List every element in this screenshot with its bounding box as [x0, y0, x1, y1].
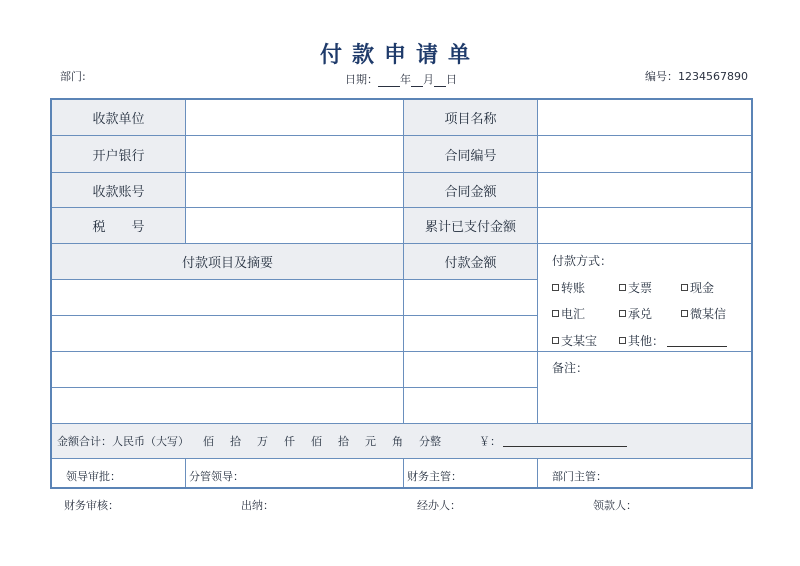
month-label: 月 [423, 73, 434, 86]
number-label: 编号： [645, 70, 678, 83]
item-summary-1[interactable] [52, 280, 403, 315]
other-checkbox[interactable] [619, 337, 626, 344]
wechat-label: 微某信 [690, 307, 727, 321]
dept-head-label: 部门主管： [552, 470, 607, 483]
items-amount-header: 付款金额 [444, 256, 497, 271]
form-title: 付款申请单 [319, 43, 480, 68]
alipay-label: 支某宝 [561, 334, 598, 348]
unit-bai: 佰 [203, 435, 214, 448]
contract-no-label: 合同编号 [444, 148, 497, 164]
year-blank[interactable] [378, 75, 400, 87]
option-acceptance[interactable] [619, 305, 652, 322]
day-blank[interactable] [434, 75, 446, 87]
department-label: 部门: [60, 70, 86, 83]
cashier-label: 出纳： [241, 499, 274, 512]
yen-amount-blank[interactable] [503, 435, 627, 447]
finance-head-label: 财务主管： [407, 470, 462, 483]
cash-checkbox[interactable] [681, 284, 688, 291]
check-label: 支票 [628, 281, 653, 295]
bank-field[interactable] [186, 136, 403, 172]
receiver-label: 领款人： [593, 499, 637, 512]
option-other[interactable] [619, 332, 727, 349]
date-label: 日期： [345, 73, 378, 86]
project-name-label: 项目名称 [444, 112, 497, 127]
yen-label: ￥： [479, 435, 501, 448]
item-amount-4[interactable] [404, 388, 537, 423]
form-number [645, 68, 748, 84]
day-label: 日 [446, 73, 457, 86]
account-field[interactable] [186, 173, 403, 207]
account-label: 收款账号 [92, 184, 145, 200]
other-label: 其他： [628, 334, 665, 348]
month-blank[interactable] [411, 75, 423, 87]
other-blank[interactable] [667, 334, 727, 347]
items-summary-header: 付款项目及摘要 [181, 256, 273, 271]
option-wechat[interactable] [681, 305, 726, 322]
item-amount-1[interactable] [404, 280, 537, 315]
leader-approval-label: 领导审批： [66, 470, 121, 483]
item-amount-3[interactable] [404, 352, 537, 387]
handler-label: 经办人： [417, 499, 461, 512]
payment-method-label: 付款方式： [552, 254, 613, 268]
contract-amount-label: 合同金额 [444, 184, 497, 200]
item-summary-3[interactable] [52, 352, 403, 387]
acceptance-label: 承兑 [628, 307, 653, 321]
unit-bai-2: 佰 [311, 435, 322, 448]
item-summary-4[interactable] [52, 388, 403, 423]
unit-qian: 仟 [284, 435, 295, 448]
tax-id-field[interactable] [186, 208, 403, 243]
finance-review-label: 财务审核： [64, 499, 119, 512]
unit-fen: 分整 [419, 435, 441, 448]
payment-form [50, 98, 753, 489]
remark-label: 备注： [552, 361, 589, 375]
manager-approval-label: 分管领导： [189, 470, 244, 483]
wechat-checkbox[interactable] [681, 310, 688, 317]
option-check[interactable] [619, 279, 652, 296]
paid-total-label: 累计已支付金额 [424, 220, 516, 235]
cash-label: 现金 [690, 281, 715, 295]
unit-wan: 万 [257, 435, 268, 448]
check-checkbox[interactable] [619, 284, 626, 291]
acceptance-checkbox[interactable] [619, 310, 626, 317]
payee-label: 收款单位 [92, 112, 145, 127]
contract-no-field[interactable] [538, 136, 751, 172]
unit-shi-2: 拾 [338, 435, 349, 448]
amount-total-row [57, 424, 627, 458]
option-wire[interactable] [552, 305, 585, 322]
date-line [345, 71, 457, 87]
payee-field[interactable] [186, 100, 403, 135]
tax-id-label: 税 号 [92, 220, 145, 235]
item-summary-2[interactable] [52, 316, 403, 351]
option-transfer[interactable] [552, 279, 585, 296]
unit-shi: 拾 [230, 435, 241, 448]
year-label: 年 [400, 73, 411, 86]
unit-yuan: 元 [365, 435, 376, 448]
remark-field[interactable] [538, 378, 751, 422]
number-value: 1234567890 [678, 70, 748, 83]
unit-jiao: 角 [392, 435, 403, 448]
wire-label: 电汇 [561, 307, 586, 321]
transfer-label: 转账 [561, 281, 586, 295]
option-cash[interactable] [681, 279, 714, 296]
item-amount-2[interactable] [404, 316, 537, 351]
contract-amount-field[interactable] [538, 173, 751, 207]
wire-checkbox[interactable] [552, 310, 559, 317]
transfer-checkbox[interactable] [552, 284, 559, 291]
bank-label: 开户银行 [92, 148, 145, 164]
paid-total-field[interactable] [538, 208, 751, 243]
alipay-checkbox[interactable] [552, 337, 559, 344]
project-name-field[interactable] [538, 100, 751, 135]
option-alipay[interactable] [552, 332, 597, 349]
amount-total-label: 金额合计：人民币（大写） [57, 435, 189, 448]
